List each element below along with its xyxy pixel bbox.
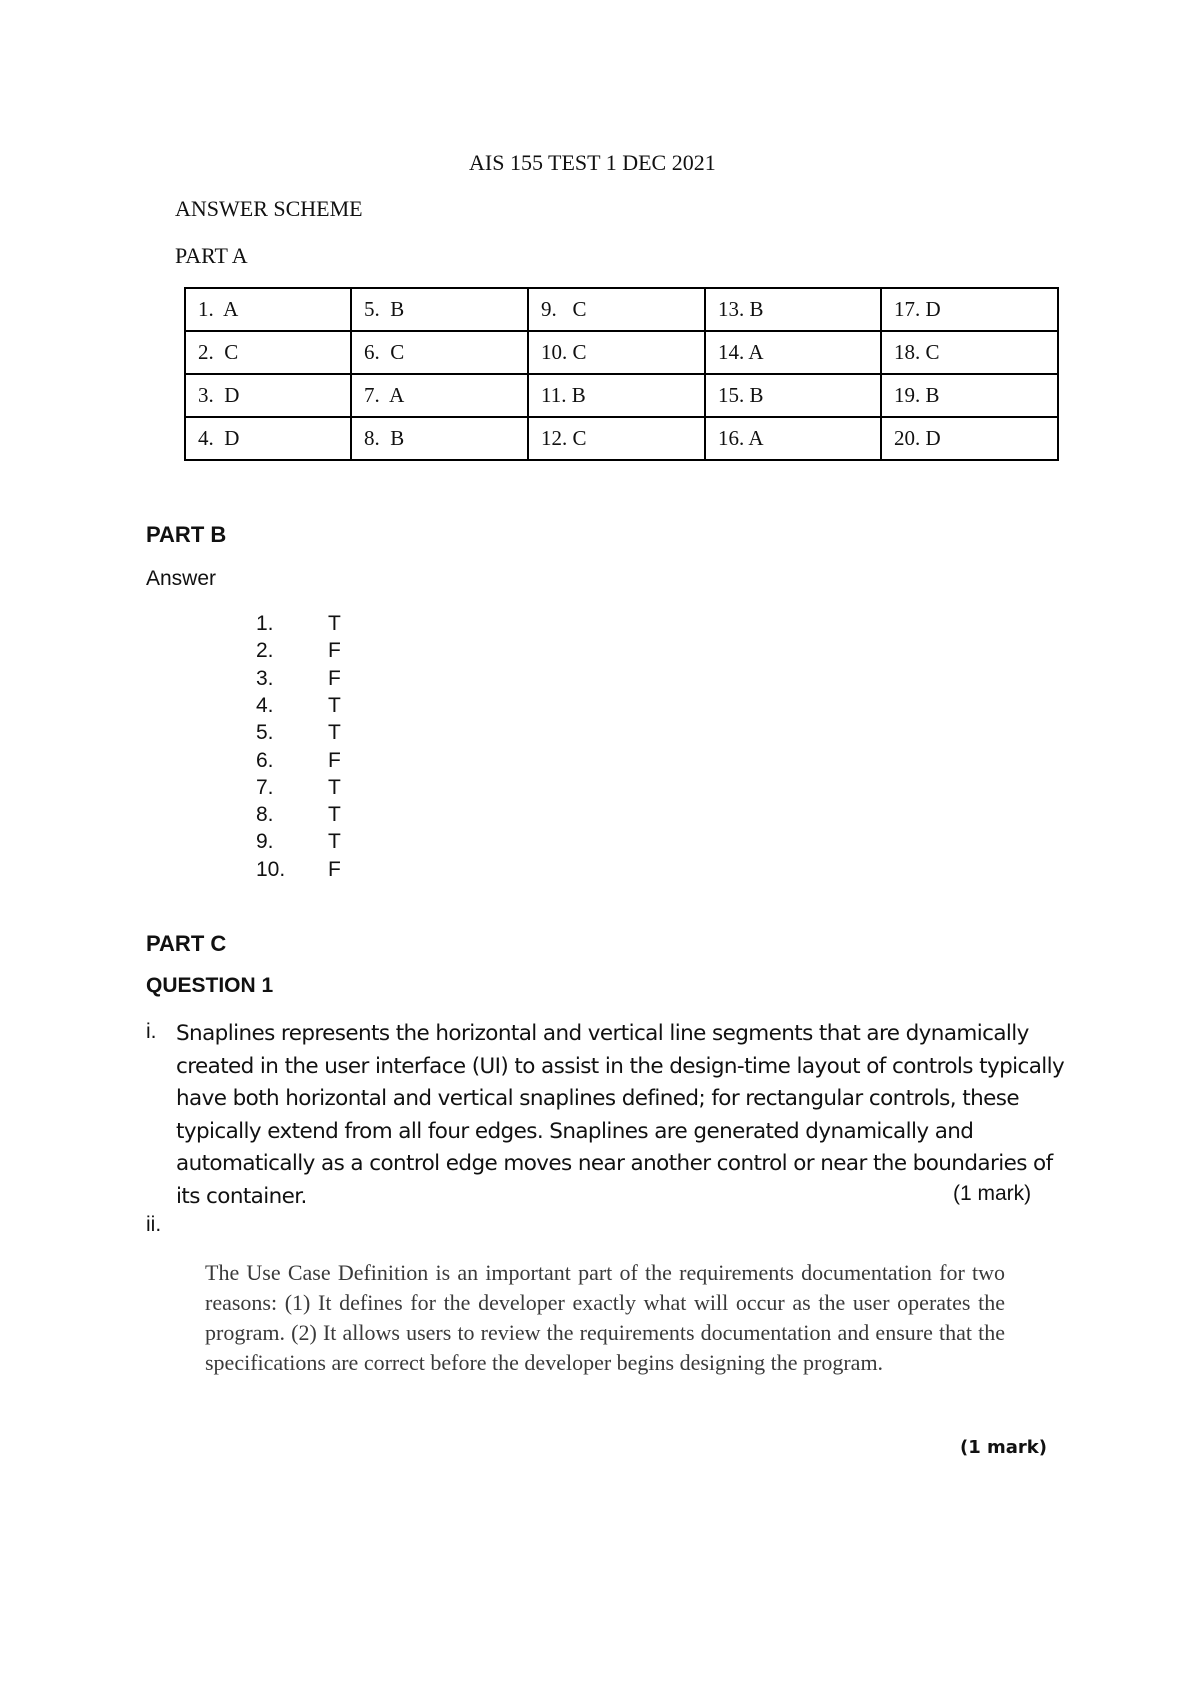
list-item-number: 8. (256, 803, 274, 827)
list-item-answer: F (328, 748, 341, 772)
list-item-number: 10. (256, 857, 286, 881)
table-cell: 17. D (881, 288, 1058, 331)
list-item-number: 2. (256, 639, 274, 663)
list-item-answer: T (328, 693, 341, 717)
table-row (185, 417, 1058, 460)
item-ii-mark: (1 mark) (960, 1437, 1047, 1458)
table-cell: 3. D (185, 374, 351, 417)
item-i-answer-text: Snaplines represents the horizontal and vertical line segments that are dynamically created in the user interface (UI) to assist in the design-time layout of controls typically have both horizontal and vertical snaplines defined; for rectangular controls, these typically extend from all four edges. Snaplines are generated dynamically and automatically as a control edge moves near another control or near the boundaries of its container. (176, 1021, 1065, 1209)
list-item-number: 9. (256, 830, 274, 854)
question-1-heading: QUESTION 1 (146, 974, 274, 997)
document-title: AIS 155 TEST 1 DEC 2021 (469, 150, 716, 175)
part-b-heading: PART B (146, 522, 227, 547)
table-cell: 12. C (528, 417, 705, 460)
table-cell: 11. B (528, 374, 705, 417)
table-cell: 5. B (351, 288, 528, 331)
list-item-number: 3. (256, 666, 274, 690)
part-a-heading: PART A (175, 243, 248, 268)
list-item-answer: T (328, 830, 341, 854)
table-cell: 6. C (351, 331, 528, 374)
list-item-answer: T (328, 721, 341, 745)
list-item-number: 5. (256, 721, 274, 745)
item-i-mark: (1 mark) (953, 1182, 1032, 1205)
item-ii-label: ii. (146, 1213, 162, 1236)
list-item-answer: T (328, 612, 341, 635)
table-cell: 20. D (881, 417, 1058, 460)
part-a-answer-table (184, 287, 1059, 461)
list-item-number: 7. (256, 775, 274, 799)
table-cell: 7. A (351, 374, 528, 417)
item-i-label: i. (146, 1020, 157, 1043)
table-cell: 15. B (705, 374, 881, 417)
table-cell: 2. C (185, 331, 351, 374)
part-b-answer-label: Answer (146, 567, 217, 590)
table-cell: 13. B (705, 288, 881, 331)
part-c-heading: PART C (146, 931, 227, 956)
table-row (185, 374, 1058, 417)
table-cell: 14. A (705, 331, 881, 374)
table-cell: 9. C (528, 288, 705, 331)
list-item-answer: F (328, 639, 341, 663)
list-item-answer: F (328, 857, 341, 881)
list-item-answer: F (328, 666, 341, 690)
list-item-answer: T (328, 803, 341, 827)
table-row (185, 288, 1058, 331)
table-cell: 10. C (528, 331, 705, 374)
item-ii-answer-text: The Use Case Definition is an important part of the requirements documentation for two reasons: (1) It defines for the developer exactly what will occur as the user operates the program. (2) It allows users to review the requirements documentation and ensure that the specifications are correct before the developer begins designing the program. (205, 1260, 1005, 1375)
table-cell: 1. A (185, 288, 351, 331)
answer-scheme-heading: ANSWER SCHEME (175, 196, 363, 221)
table-cell: 16. A (705, 417, 881, 460)
table-cell: 19. B (881, 374, 1058, 417)
table-cell: 4. D (185, 417, 351, 460)
list-item-number: 6. (256, 748, 274, 772)
list-item-answer: T (328, 775, 341, 799)
table-cell: 8. B (351, 417, 528, 460)
list-item-number: 4. (256, 693, 274, 717)
table-cell: 18. C (881, 331, 1058, 374)
list-item-number: 1. (256, 612, 274, 635)
table-row (185, 331, 1058, 374)
